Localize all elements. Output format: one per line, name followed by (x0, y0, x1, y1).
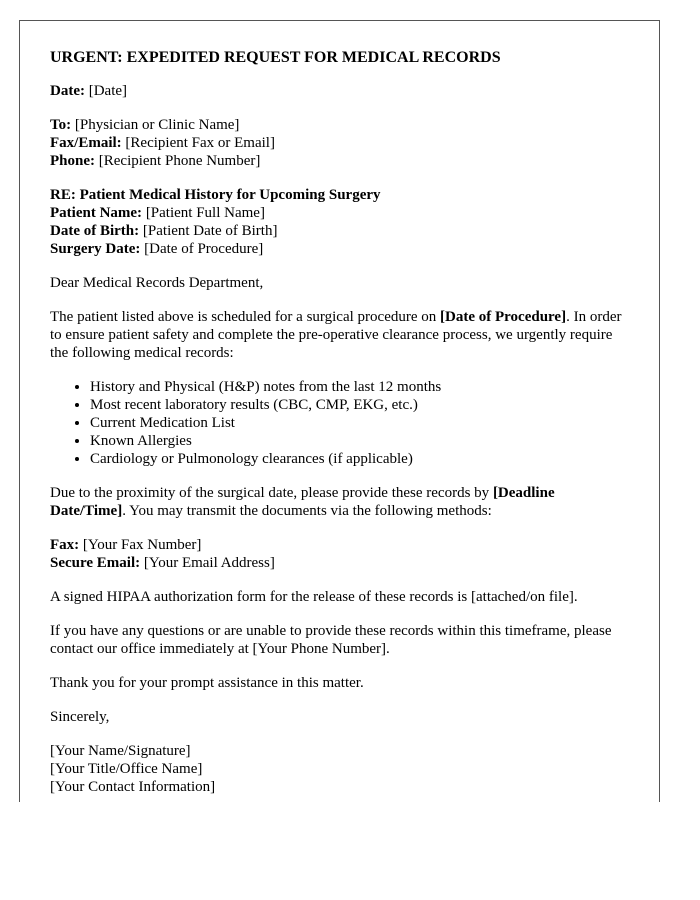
signature-contact: [Your Contact Information] (50, 779, 216, 795)
surgery-date-label: Surgery Date: (50, 241, 141, 257)
your-fax-label: Fax: (50, 537, 80, 553)
letter-page (19, 20, 660, 802)
questions-paragraph: If you have any questions or are unable to provide these records within this timeframe, please contact our office immediately at [Your Phone Number]. (50, 623, 612, 657)
fax-email-line (50, 134, 630, 152)
phone-value: [Recipient Phone Number] (98, 153, 261, 169)
list-item: • Cardiology or Pulmonology clearances (if applicable) (90, 450, 630, 468)
deadline-emphasis: [Deadline Date/Time] (50, 485, 555, 519)
hipaa-paragraph: A signed HIPAA authorization form for the release of these records is [attached/on file]. (50, 589, 578, 605)
signature-title: [Your Title/Office Name] (50, 761, 203, 777)
dob-label: Date of Birth: (50, 223, 140, 239)
signature-block (50, 742, 630, 796)
fax-email-value: [Recipient Fax or Email] (125, 135, 275, 151)
request-paragraph (50, 308, 630, 362)
re-line: RE: Patient Medical History for Upcoming Surgery (50, 187, 381, 203)
list-item: • Known Allergies (90, 432, 630, 450)
surgery-date-value: [Date of Procedure] (144, 241, 264, 257)
date-label: Date: (50, 83, 85, 99)
patient-name-label: Patient Name: (50, 205, 143, 221)
patient-block (50, 186, 630, 258)
list-item: • Current Medication List (90, 414, 630, 432)
records-list (50, 378, 630, 468)
list-item: • Most recent laboratory results (CBC, CMP, EKG, etc.) (90, 396, 630, 414)
fax-email-label: Fax/Email: (50, 135, 122, 151)
thanks-paragraph: Thank you for your prompt assistance in this matter. (50, 675, 364, 691)
your-fax-line (50, 536, 630, 554)
date-value: [Date] (88, 83, 128, 99)
phone-label: Phone: (50, 153, 95, 169)
to-label: To: (50, 117, 72, 133)
closing: Sincerely, (50, 709, 110, 725)
deadline-text-end: . You may transmit the documents via the following methods: (122, 503, 492, 519)
to-line (50, 116, 630, 134)
secure-email-label: Secure Email: (50, 555, 141, 571)
date-line (50, 82, 630, 100)
your-fax-value: [Your Fax Number] (82, 537, 202, 553)
request-text-start: The patient listed above is scheduled for a surgical procedure on (50, 309, 441, 325)
transmit-methods (50, 536, 630, 572)
salutation: Dear Medical Records Department, (50, 275, 264, 291)
letter-title: URGENT: EXPEDITED REQUEST FOR MEDICAL RECORDS (50, 49, 501, 66)
deadline-paragraph (50, 484, 630, 520)
surgery-date-line (50, 240, 630, 258)
recipient-block (50, 116, 630, 170)
letter-body (50, 48, 630, 796)
secure-email-line (50, 554, 630, 572)
list-item: • History and Physical (H&P) notes from the last 12 months (90, 378, 630, 396)
procedure-date-emphasis: [Date of Procedure] (440, 309, 567, 325)
deadline-text-start: Due to the proximity of the surgical date, please provide these records by (50, 485, 493, 501)
dob-line (50, 222, 630, 240)
patient-name-value: [Patient Full Name] (145, 205, 265, 221)
to-value: [Physician or Clinic Name] (74, 117, 240, 133)
signature-name: [Your Name/Signature] (50, 743, 191, 759)
phone-line (50, 152, 630, 170)
dob-value: [Patient Date of Birth] (142, 223, 278, 239)
patient-name-line (50, 204, 630, 222)
secure-email-value: [Your Email Address] (143, 555, 275, 571)
request-text-end: . In order to ensure patient safety and complete the pre-operative clearance process, we urgently require the following medical records: (50, 309, 622, 361)
